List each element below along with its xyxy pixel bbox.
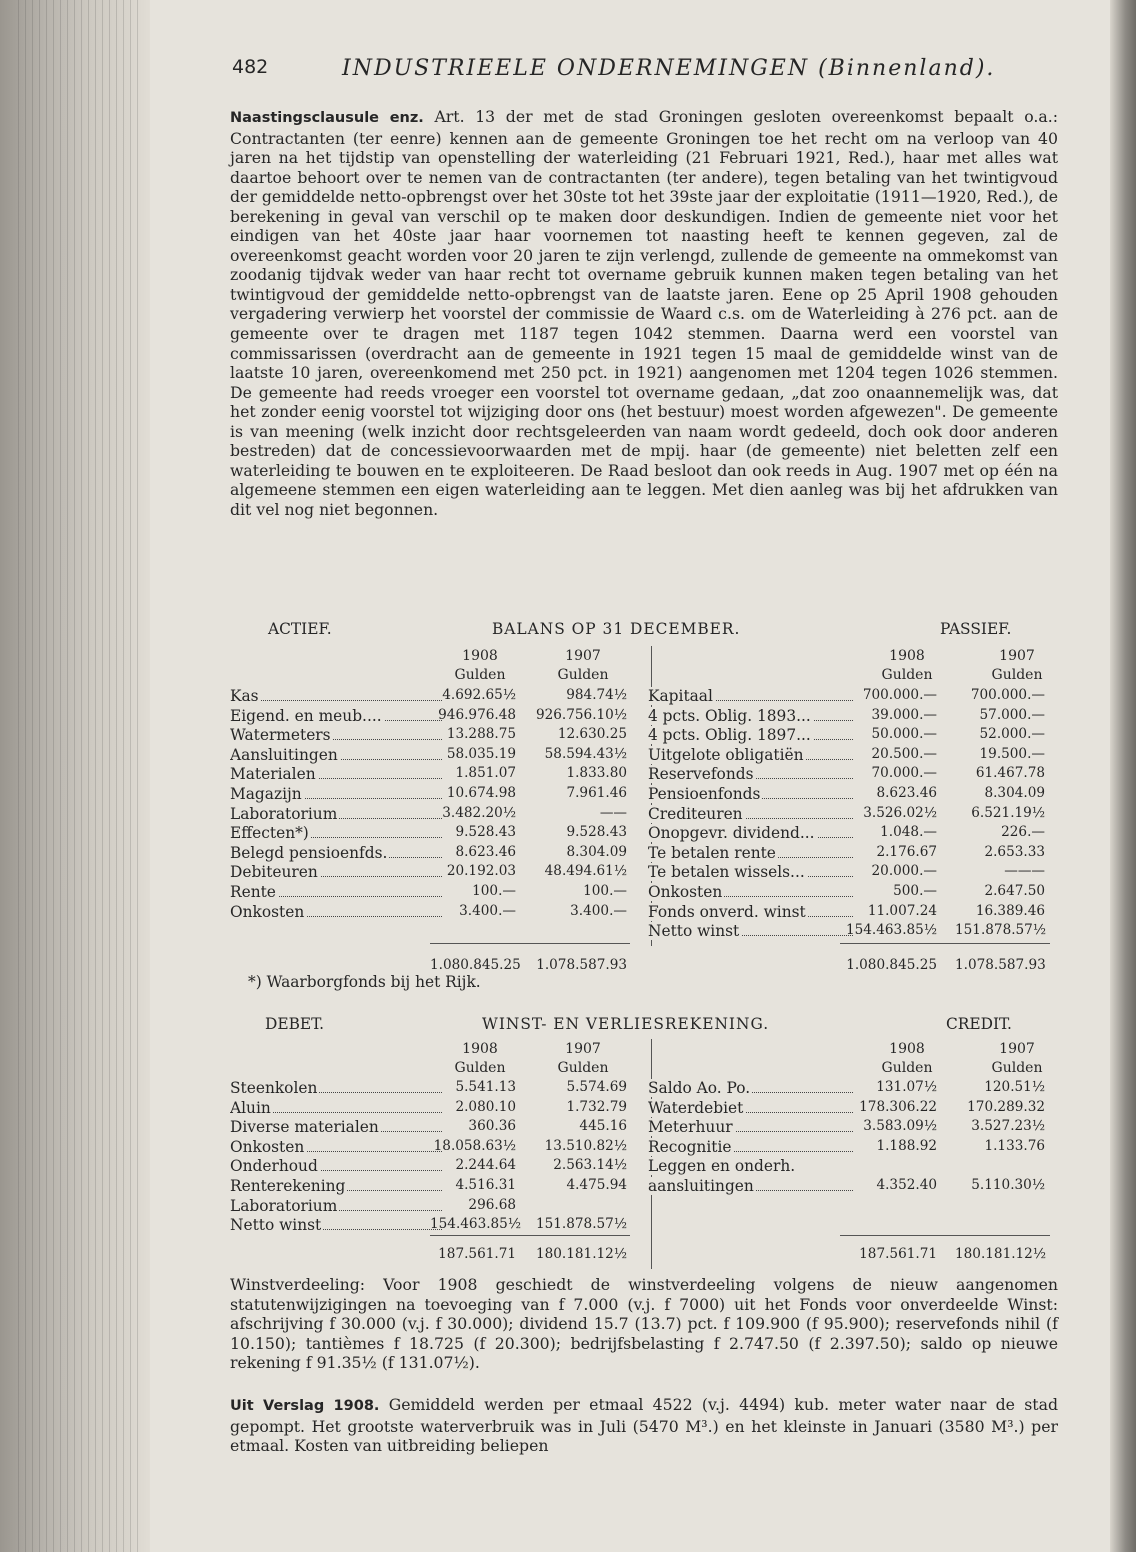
value-1907: 3.400.— <box>570 902 627 919</box>
col-unit: Gulden <box>557 667 609 683</box>
total-rule <box>430 943 630 944</box>
value-1907: 13.510.82½ <box>544 1137 627 1154</box>
row-label <box>648 726 853 744</box>
value-1908: 4.352.40 <box>876 1177 937 1193</box>
value-1907: 2.563.14½ <box>553 1157 627 1174</box>
row-label <box>648 687 853 705</box>
naasting-paragraph <box>230 107 1058 519</box>
page <box>230 0 1060 1552</box>
row-label-text: Pensioenfonds <box>648 785 761 803</box>
row-label-text: Meterhuur <box>648 1118 733 1137</box>
running-title: INDUSTRIEELE ONDERNEMINGEN (Binnenland). <box>342 56 996 81</box>
col-year-1907: 1907 <box>999 648 1035 664</box>
page-number: 482 <box>232 56 269 78</box>
value-1908: 360.36 <box>468 1118 516 1135</box>
value-1908: 2.244.64 <box>455 1157 516 1174</box>
value-1907: 61.467.78 <box>975 765 1045 782</box>
value-1908: 1.851.07 <box>455 765 516 782</box>
value-1907: 57.000.— <box>979 706 1045 723</box>
value-1907: 445.16 <box>579 1118 627 1135</box>
value-1907: —— <box>599 804 627 821</box>
col-unit: Gulden <box>557 1060 609 1076</box>
value-1908: 3.400.— <box>459 902 516 919</box>
row-label-text: Recognitie <box>648 1137 732 1156</box>
row-label-text: Renterekening <box>230 1177 346 1195</box>
row-label-text: Eigend. en meub.... <box>230 706 382 725</box>
table-row <box>230 1079 1060 1098</box>
value-1907: 8.304.09 <box>984 785 1045 801</box>
row-label-text: 4 pcts. Oblig. 1897... <box>648 726 811 745</box>
value-1908: 946.976.48 <box>438 706 516 723</box>
value-1908: 10.674.98 <box>446 785 516 801</box>
col-year-1908: 1908 <box>462 648 498 664</box>
value-1908: 3.482.20½ <box>442 804 516 821</box>
col-unit: Gulden <box>454 667 506 683</box>
value-1907: 2.653.33 <box>984 843 1045 860</box>
row-label-text: Diverse materialen <box>230 1118 379 1137</box>
value-1908: 20.192.03 <box>446 863 516 880</box>
table-row <box>230 1138 1060 1157</box>
row-label-text: Laboratorium <box>230 1196 338 1215</box>
total-debit-1907: 180.181.12½ <box>535 1246 627 1262</box>
value-1908: 70.000.— <box>871 765 937 782</box>
value-1908: 8.623.46 <box>876 785 937 801</box>
col-unit: Gulden <box>881 1060 933 1076</box>
value-1908: 13.288.75 <box>446 726 516 743</box>
row-label <box>648 805 853 823</box>
row-label <box>648 1138 853 1156</box>
col-year-1907: 1907 <box>999 1041 1035 1057</box>
total-credit-1908: 187.561.71 <box>859 1246 937 1262</box>
row-label-text: Uitgelote obligatiën <box>648 745 804 764</box>
row-label-text: Materialen <box>230 765 316 784</box>
row-label-text: Fonds onverd. winst <box>648 902 806 921</box>
row-label <box>230 1216 442 1234</box>
row-label-text: Watermeters <box>230 726 331 745</box>
table-row <box>230 1197 1060 1216</box>
value-1908: 58.035.19 <box>446 745 516 762</box>
paragraph-text: Art. 13 der met de stad Groningen gesloten overeenkomst bepaalt o.a.: Contractanten (ter eenre) kennen aan de gemeente Groningen toe het recht om na verloop van 40 jaren na het tijdstip van openstelling der waterleiding (21 Februari 1921, Red.), haar met alles wat daartoe behoort over te nemen van de contractanten (ter andere), tegen betaling van het twintigvoud der gemiddelde netto-opbrengst over het 30ste tot het 39ste jaar der exploitatie (1911—1920, Red.), de berekening in geval van verschil op te maken door deskundigen. Indien de gemeente niet voor het eindigen van het 40ste jaar haar voornemen tot naasting heeft te kennen gegeven, zal de overeenkomst geacht worden voor 20 jaren te zijn verlengd, zullende de gemeente na ommekomst van zoodanig tijdvak weder van haar recht tot overname gebruik kunnen maken tegen betaling van het twintigvoud der gemiddelde netto-opbrengst van de laatste jaren. Eene op 25 April 1908 gehouden vergadering verwierp het voorstel der commissie de Waard c.s. om de Waterleiding à 276 pct. aan de gemeente over te dragen met 1187 tegen 1042 stemmen. Daarna werd een voorstel van commissarissen (overdracht aan de gemeente in 1921 tegen 15 maal de gemiddelde winst van de laatste 10 jaren, overeenkomend met 250 pct. in 1921) aangenomen met 1204 tegen 1026 stemmen. De gemeente had reeds vroeger een voorstel tot overname gedaan, „dat zoo onaannemelijk was, dat het zonder eenig voorstel tot wijziging door ons (het bestuur) moest worden afgewezen". De gemeente is van meening (welk inzicht door rechtsgeleerden van naam wordt gedeeld, doch ook door anderen bestreden) dat de concessievoorwaarden met de mpij. haar (de gemeente) niet beletten zelf een waterleiding te bouwen en te exploiteeren. De Raad besloot dan ook reeds in Aug. 1907 met op één na algemeene stemmen een eigen waterleiding aan te leggen. Met dien aanleg was bij het afdrukken van dit vel nog niet begonnen. <box>230 107 1058 519</box>
value-1907: 4.475.94 <box>566 1177 627 1193</box>
value-1908: 2.080.10 <box>455 1098 516 1115</box>
value-1908: 154.463.85½ <box>430 1216 522 1233</box>
col-year-1907: 1907 <box>565 648 601 664</box>
value-1908: 296.68 <box>468 1196 516 1213</box>
table-row <box>230 805 1060 824</box>
value-1907: 16.389.46 <box>975 902 1045 919</box>
row-label-text: 4 pcts. Oblig. 1893... <box>648 706 811 725</box>
row-label <box>648 746 853 764</box>
debet-heading: DEBET. <box>265 1015 325 1033</box>
value-1907: 170.289.32 <box>967 1098 1045 1115</box>
col-year-1908: 1908 <box>889 1041 925 1057</box>
row-label-text: Kapitaal <box>648 687 713 705</box>
value-1908: 8.623.46 <box>455 843 516 860</box>
row-label <box>648 1079 853 1097</box>
value-1908: 3.583.09½ <box>863 1118 937 1135</box>
value-1908: 2.176.67 <box>876 843 937 860</box>
value-1907: 48.494.61½ <box>544 863 627 880</box>
table-row <box>230 1157 1060 1176</box>
balance-title: BALANS OP 31 DECEMBER. <box>492 620 741 638</box>
table-row <box>230 726 1060 745</box>
value-1907: 1.833.80 <box>566 765 627 782</box>
value-1908: 1.188.92 <box>876 1137 937 1154</box>
row-label <box>648 1118 853 1136</box>
value-1907: 6.521.19½ <box>971 804 1045 821</box>
value-1907: 9.528.43 <box>566 824 627 841</box>
value-1908: 11.007.24 <box>867 902 937 919</box>
row-label-text: Onkosten <box>230 1137 305 1156</box>
value-1908: 50.000.— <box>871 726 937 743</box>
col-year-1907: 1907 <box>565 1041 601 1057</box>
row-label <box>648 707 853 725</box>
total-rule <box>430 1235 630 1236</box>
value-1908: 178.306.22 <box>859 1098 937 1115</box>
row-label-text: Rente <box>230 883 276 901</box>
row-label <box>648 922 853 940</box>
value-1907: 1.732.79 <box>566 1098 627 1115</box>
verslag-paragraph <box>230 1395 1058 1456</box>
value-1908: 9.528.43 <box>455 824 516 841</box>
total-assets-1908: 1.080.845.25 <box>430 957 521 973</box>
paragraph-lead: Uit Verslag 1908. <box>230 1398 380 1414</box>
row-label-text: Belegd pensioenfds. <box>230 843 388 862</box>
winstverdeeling-paragraph: Winstverdeeling: Voor 1908 geschiedt de winstverdeeling volgens de nieuw aangenomen statutenwijzigingen na toevoeging van f 7.000 (v.j. f 7000) uit het Fonds voor onverdeelde Winst: afschrijving f 30.000 (v.j. f 30.000); dividend 15.7 (13.7) pct. f 109.900 (f 95.900); reservefonds nihil (f 10.150); tantièmes f 18.725 (f 20.300); bedrijfsbelasting f 2.747.50 (f 2.397.50); saldo op nieuwe rekening f 91.35½ (f 131.07½). <box>230 1275 1058 1373</box>
row-label-text: Netto winst <box>230 1216 322 1235</box>
value-1907: 151.878.57½ <box>535 1216 627 1233</box>
value-1907: 120.51½ <box>984 1079 1045 1095</box>
passief-heading: PASSIEF. <box>940 620 1012 638</box>
total-liab-1907: 1.078.587.93 <box>955 957 1046 973</box>
profit-loss-account <box>230 1015 1060 1270</box>
value-1907: 12.630.25 <box>557 726 627 743</box>
col-year-1908: 1908 <box>889 648 925 664</box>
row-label-text: aansluitingen <box>648 1177 754 1195</box>
value-1908: 18.058.63½ <box>433 1137 516 1154</box>
total-liab-1908: 1.080.845.25 <box>846 957 937 973</box>
table-row <box>230 883 1060 902</box>
value-1907: 7.961.46 <box>566 785 627 801</box>
value-1907: 100.— <box>583 883 627 899</box>
table-row <box>230 765 1060 784</box>
row-label <box>648 883 853 901</box>
row-label-text: Onderhoud <box>230 1157 318 1176</box>
total-credit-1907: 180.181.12½ <box>955 1246 1047 1262</box>
table-row <box>230 1216 1060 1235</box>
row-label-text: Aluin <box>230 1098 271 1117</box>
value-1908: 131.07½ <box>876 1079 937 1095</box>
table-row <box>230 785 1060 804</box>
row-label-text: Onkosten <box>230 902 305 921</box>
value-1907: ——— <box>1004 863 1045 880</box>
paragraph-text: Gemiddeld werden per etmaal 4522 (v.j. 4494) kub. meter water naar de stad gepompt. Het grootste waterverbruik was in Juli (5470 M³.) en het kleinste in Januari (3580 M³.) per etmaal. Kosten van uitbreiding beliepen <box>230 1395 1058 1456</box>
credit-heading: CREDIT. <box>946 1015 1012 1033</box>
value-1907: 52.000.— <box>979 726 1045 743</box>
value-1908: 5.541.13 <box>455 1079 516 1095</box>
value-1907: 984.74½ <box>566 687 627 703</box>
row-label <box>648 863 853 881</box>
total-rule <box>840 1235 1050 1236</box>
row-label <box>648 1157 853 1175</box>
pl-title: WINST- EN VERLIESREKENING. <box>482 1015 770 1033</box>
row-label-text: Onopgevr. dividend... <box>648 824 815 843</box>
total-assets-1907: 1.078.587.93 <box>536 957 627 973</box>
col-unit: Gulden <box>454 1060 506 1076</box>
value-1908: 3.526.02½ <box>863 804 937 821</box>
col-unit: Gulden <box>991 1060 1043 1076</box>
row-label <box>648 1099 853 1117</box>
value-1907: 226.— <box>1001 824 1045 841</box>
value-1907: 1.133.76 <box>984 1137 1045 1154</box>
value-1907: 3.527.23½ <box>971 1118 1045 1135</box>
row-label-text: Leggen en onderh. <box>648 1157 796 1176</box>
row-label <box>648 765 853 783</box>
table-row <box>230 922 1060 941</box>
row-label-text: Reservefonds <box>648 765 754 784</box>
col-unit: Gulden <box>991 667 1043 683</box>
table-row <box>230 824 1060 843</box>
value-1908: 100.— <box>472 883 516 899</box>
row-label-text: Kas <box>230 687 259 705</box>
row-label-text: Effecten*) <box>230 824 309 843</box>
col-unit: Gulden <box>881 667 933 683</box>
value-1908: 4.692.65½ <box>442 687 516 703</box>
running-header <box>230 56 1050 90</box>
table-row <box>230 746 1060 765</box>
row-label-text: Te betalen rente <box>648 843 776 862</box>
row-label-text: Crediteuren <box>648 804 743 823</box>
row-label <box>648 903 853 921</box>
value-1908: 39.000.— <box>871 706 937 723</box>
row-label-text: Te betalen wissels... <box>648 863 805 882</box>
footnote: *) Waarborgfonds bij het Rijk. <box>248 973 481 991</box>
total-debit-1908: 187.561.71 <box>438 1246 516 1262</box>
value-1908: 700.000.— <box>862 687 937 703</box>
row-label <box>648 844 853 862</box>
value-1908: 20.000.— <box>871 863 937 880</box>
value-1907: 5.110.30½ <box>971 1177 1045 1193</box>
value-1907: 151.878.57½ <box>955 922 1047 939</box>
col-year-1908: 1908 <box>462 1041 498 1057</box>
row-label-text: Steenkolen <box>230 1079 318 1097</box>
table-row <box>230 863 1060 882</box>
page-edges <box>18 0 138 1552</box>
balance-sheet <box>230 620 1060 990</box>
row-label <box>230 1197 442 1215</box>
value-1907: 926.756.10½ <box>535 706 627 723</box>
row-label-text: Laboratorium <box>230 804 338 823</box>
value-1907: 700.000.— <box>970 687 1045 703</box>
table-row <box>230 687 1060 706</box>
value-1908: 4.516.31 <box>455 1177 516 1193</box>
value-1907: 2.647.50 <box>984 883 1045 899</box>
row-label-text: Aansluitingen <box>230 745 338 764</box>
value-1908: 154.463.85½ <box>845 922 937 939</box>
row-label-text: Magazijn <box>230 785 302 803</box>
value-1907: 8.304.09 <box>566 843 627 860</box>
row-label-text: Saldo Ao. Po. <box>648 1079 751 1097</box>
value-1908: 1.048.— <box>880 824 937 841</box>
table-row <box>230 1177 1060 1196</box>
row-label <box>648 1177 853 1195</box>
total-rule <box>840 943 1050 944</box>
value-1907: 58.594.43½ <box>544 745 627 762</box>
right-edge-shadow <box>1110 0 1136 1552</box>
row-label <box>648 785 853 803</box>
value-1907: 19.500.— <box>979 745 1045 762</box>
row-label <box>648 824 853 842</box>
table-row <box>230 1099 1060 1118</box>
book-spine-shadow <box>0 0 150 1552</box>
row-label-text: Onkosten <box>648 883 723 901</box>
table-row <box>230 903 1060 922</box>
paragraph-lead: Naastingsclausule enz. <box>230 110 424 126</box>
row-label-text: Waterdebiet <box>648 1098 744 1117</box>
value-1908: 500.— <box>893 883 937 899</box>
row-label-text: Netto winst <box>648 922 740 941</box>
row-label-text: Debiteuren <box>230 863 318 882</box>
value-1908: 20.500.— <box>871 745 937 762</box>
actief-heading: ACTIEF. <box>268 620 332 638</box>
value-1907: 5.574.69 <box>566 1079 627 1095</box>
